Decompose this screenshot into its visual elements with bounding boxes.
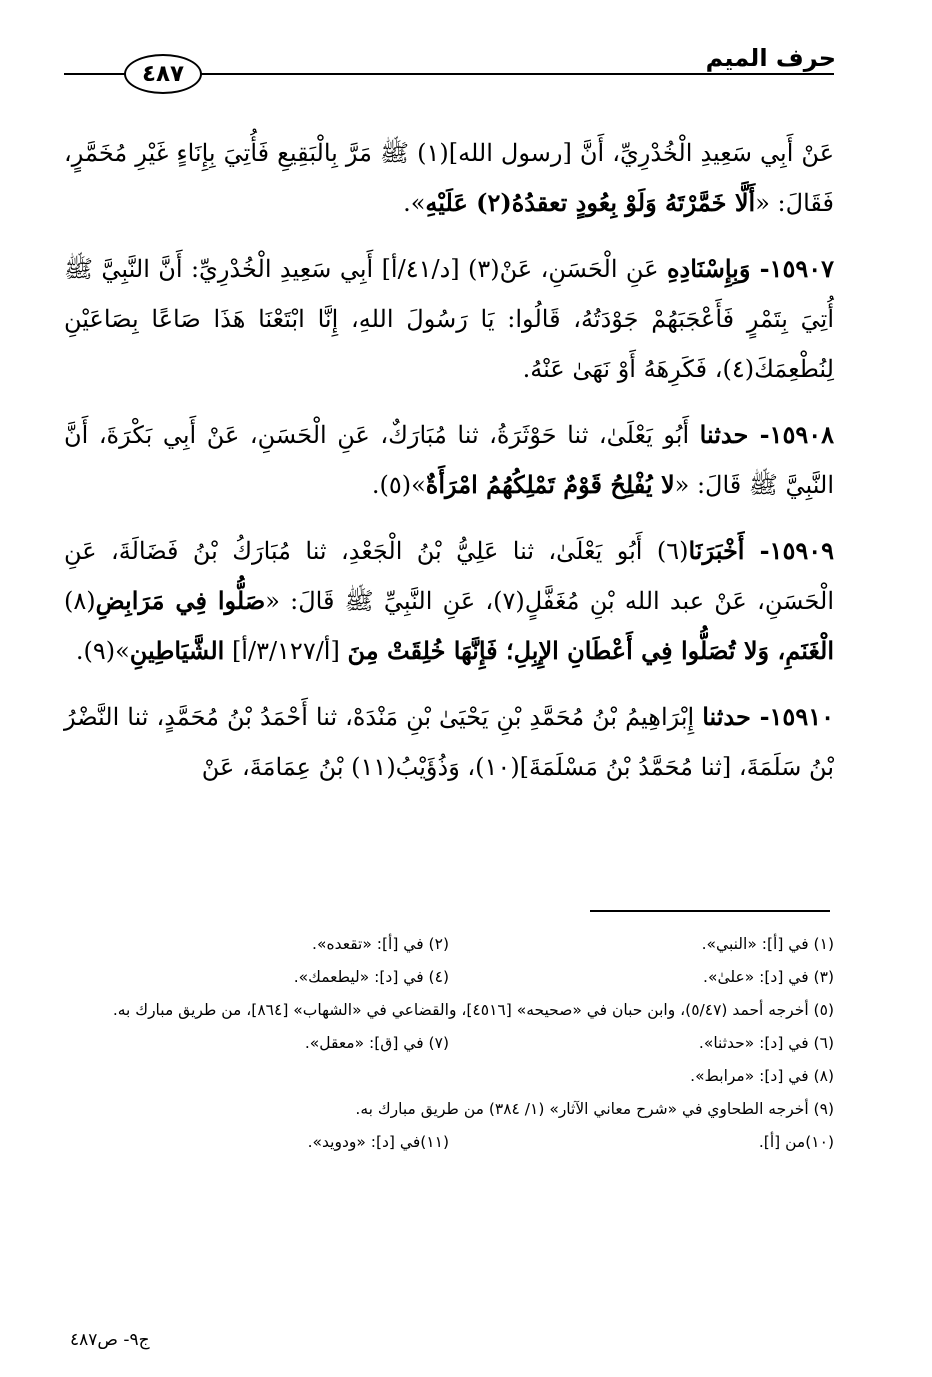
page-number-badge xyxy=(124,54,202,94)
hadith-15910: ١٥٩١٠- حدثنا إِبْرَاهِيمُ بْنُ مُحَمَّدِ بْنِ يَحْيَىٰ بْنِ مَنْدَهْ، ثنا أَحْمَدُ بْنُ مُحَمَّدٍ، ثنا النَّضْرُ بْنُ سَلَمَةَ، [ثنا مُحَمَّدُ بْنُ مَسْلَمَةَ](١٠)، وَذُؤَيْبُ(١١) بْنُ عِمَامَةَ، عَنْ xyxy=(64,702,834,781)
running-header-title: حرف الميم xyxy=(705,44,836,72)
main-text xyxy=(64,128,834,808)
volume-page-reference: ج٩- ص٤٨٧ xyxy=(70,1330,150,1350)
footnote-7: (٧) في [ق]: «معقل». xyxy=(304,1034,449,1052)
hadith-quote: صَلُّوا فِي مَرَابِضِ xyxy=(95,586,266,615)
footnote-3: (٣) في [د]: «علىٰ». xyxy=(703,968,834,986)
hadith-number: ١٥٩٠٨- xyxy=(748,420,834,449)
footnote-10: (١٠)من [أ]. xyxy=(758,1133,834,1151)
footnote-6: (٦) في [د]: «حدثنا». xyxy=(698,1034,834,1052)
hadith-quote: أَلَّا خَمَّرْتَهُ وَلَوْ بِعُودٍ تعقدُهُ xyxy=(511,188,756,217)
footnote-4: (٤) في [د]: «ليطعمك». xyxy=(293,968,449,986)
hadith-number: ١٥٩٠٩- xyxy=(744,536,834,565)
hadith-number: ١٥٩٠٧- xyxy=(750,254,834,283)
hadith-15908: ١٥٩٠٨- حدثنا أَبُو يَعْلَىٰ، ثنا حَوْثَرَةُ، ثنا مُبَارَكٌ، عَنِ الْحَسَنِ، عَنْ أَبِي بَكْرَةَ، أَنَّ النَّبِيَّ ﷺ قَالَ: «لا يُفْلِحُ قَوْمٌ تَمْلِكُهُمُ امْرَأَةٌ»(٥). xyxy=(64,420,834,499)
footnote-2: (٢) في [أ]: «تقعده». xyxy=(312,935,449,953)
hadith-quote: لا يُفْلِحُ قَوْمٌ تَمْلِكُهُمُ امْرَأَةٌ xyxy=(425,470,675,499)
hadith-15907: ١٥٩٠٧- وَبِإِسْنَادِهِ عَنِ الْحَسَنِ، عَنْ(٣) [د/٤١/أ] أَبِي سَعِيدِ الْخُدْرِيِّ: أَنَّ النَّبِيَّ ﷺ أُتِيَ بِتَمْرٍ فَأَعْجَبَهُمْ جَوْدَتُهُ، قَالُوا: يَا رَسُولَ اللهِ، إِنَّا ابْتَعْنَا هَذَا صَاعًا بِصَاعَيْنِ لِنُطْعِمَكَ(٤)، فَكَرِهَهُ أَوْ نَهَىٰ عَنْهُ. xyxy=(64,254,834,383)
hadith-number: ١٥٩١٠- xyxy=(750,702,834,731)
footnotes xyxy=(64,928,834,1159)
hadith-15909: ١٥٩٠٩- أَخْبَرَنَا(٦) أَبُو يَعْلَىٰ، ثنا عَلِيُّ بْنُ الْجَعْدِ، ثنا مُبَارَكُ بْنُ فَضَالَةَ، عَنِ الْحَسَنِ، عَنْ عبد الله بْنِ مُغَفَّلٍ(٧)، عَنِ النَّبِيِّ ﷺ قَالَ: «صَلُّوا فِي مَرَابِضِ(٨) الْغَنَمِ، وَلا تُصَلُّوا فِي أَعْطَانِ الإِبِلِ؛ فَإِنَّهَا خُلِقَتْ مِنَ [أ/٣/١٢٧/أ] الشَّيَاطِينِ»(٩). xyxy=(64,536,834,665)
paragraph-continuation: عَنْ أَبِي سَعِيدِ الْخُدْرِيِّ، أَنَّ [رسول الله](١) ﷺ مَرَّ بِالْبَقِيعِ فَأُتِيَ بِإِنَاءٍ غَيْرِ مُخَمَّرٍ، فَقَالَ: «أَلَّا خَمَّرْتَهُ وَلَوْ بِعُودٍ تعقدُهُ(٢) عَلَيْهِ». xyxy=(64,139,835,217)
footnote-5: (٥) أخرجه أحمد (٥/٤٧)، وابن حبان في «صحيحه» [٤٥١٦]، والقضاعي في «الشهاب» [٨٦٤]، من طريق مبارك به. xyxy=(112,1001,834,1019)
footnote-11: (١١)في [د]: «ودويد». xyxy=(307,1133,449,1151)
footnote-8: (٨) في [د]: «مرابط». xyxy=(690,1067,834,1085)
footnote-9: (٩) أخرجه الطحاوي في «شرح معاني الآثار» (١/ ٣٨٤) من طريق مبارك به. xyxy=(355,1100,834,1118)
footnote-separator xyxy=(590,910,830,912)
page-number: ٤٨٧ xyxy=(141,61,185,87)
footnote-1: (١) في [أ]: «النبي». xyxy=(701,935,834,953)
